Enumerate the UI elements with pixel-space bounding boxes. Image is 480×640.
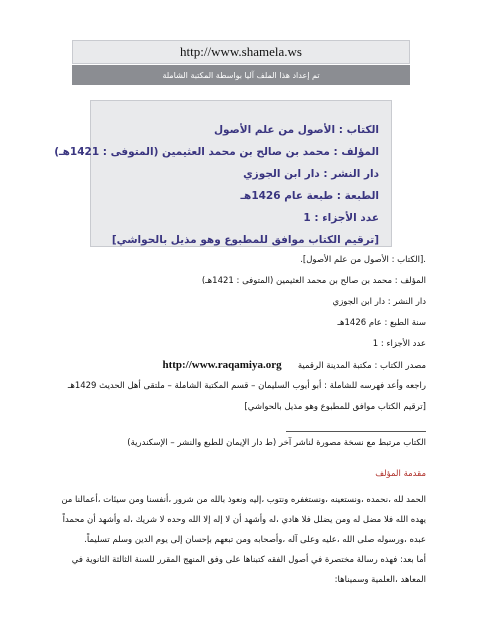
info-parts: عدد الأجزاء : 1 — [303, 212, 379, 224]
info-title: الكتاب : الأصول من علم الأصول — [213, 124, 379, 136]
body-title-line: .[الكتاب : الأصول من علم الأصول]. — [300, 255, 426, 265]
body-source-line — [58, 355, 426, 377]
info-publisher: دار النشر : دار ابن الجوزي — [243, 168, 379, 180]
info-numbering: [ترقيم الكتاب موافق للمطبوع وهو مذيل بالحواشي] — [111, 234, 379, 246]
intro-text — [58, 490, 426, 590]
intro-second-paragraph: أما بعد: فهذه رسالة مختصرة في أصول الفقه كتبناها على وفق المنهج المقرر للسنة الثالثة الثانوية في المعاهد ،العلمية وسميناها: — [71, 555, 426, 585]
body-review-line: راجعه وأعد فهرسه للشاملة : أبو أيوب السليمان – قسم المكتبة الشاملة – ملتقى أهل الحديث 1429هـ — [67, 381, 426, 391]
footnote-separator — [286, 431, 426, 432]
intro-heading: مقدمة المؤلف — [375, 469, 426, 479]
book-info-box — [54, 100, 392, 247]
info-author: المؤلف : محمد بن صالح بن محمد العثيمين (المتوفى : 1421هـ) — [54, 146, 379, 158]
shamela-banner — [72, 65, 410, 85]
intro-paragraph: الحمد لله ،نحمده ،ونستعينه ،ونستغفره ونتوب ،إليه ونعوذ بالله من شرور ،أنفسنا ومن سيئات ،أعمالنا من يهده الله فلا مضل له ومن يضلل فلا هادي ،له وأشهد أن لا إله إلا الله وحده لا شريك ،له وأشهد أن محمداً عبده ،ورسوله صلى الله ،عليه وعلى آله ،وأصحابه ومن تبعهم بإحسان إلى يوم الدين وسلم تسليماً. — [61, 495, 426, 545]
header-url-text: http://www.shamela.ws — [180, 44, 302, 59]
info-edition: الطبعة : طبعة عام 1426هـ — [240, 190, 379, 202]
body-parts-line: عدد الأجزاء : 1 — [372, 339, 426, 349]
source-url-header — [72, 40, 410, 64]
banner-text: تم إعداد هذا الملف آليا بواسطة المكتبة الشاملة — [162, 70, 320, 80]
body-author-line: المؤلف : محمد بن صالح بن محمد العثيمين (المتوفى : 1421هـ) — [201, 276, 426, 286]
source-link[interactable]: http://www.raqamiya.org — [162, 359, 282, 371]
body-publisher-line: دار النشر : دار ابن الجوزي — [332, 297, 426, 307]
source-label: مصدر الكتاب : مكتبة المدينة الرقمية — [297, 361, 426, 371]
body-numbering-line: [ترقيم الكتاب موافق للمطبوع وهو مذيل بالحواشي] — [244, 402, 426, 412]
footnote: الكتاب مرتبط مع نسخة مصورة لناشر آخر (ط دار الإيمان للطبع والنشر – الإسكندرية) — [127, 438, 426, 448]
book-metadata-text — [58, 250, 426, 418]
body-year-line: سنة الطبع : عام 1426هـ — [337, 318, 426, 328]
